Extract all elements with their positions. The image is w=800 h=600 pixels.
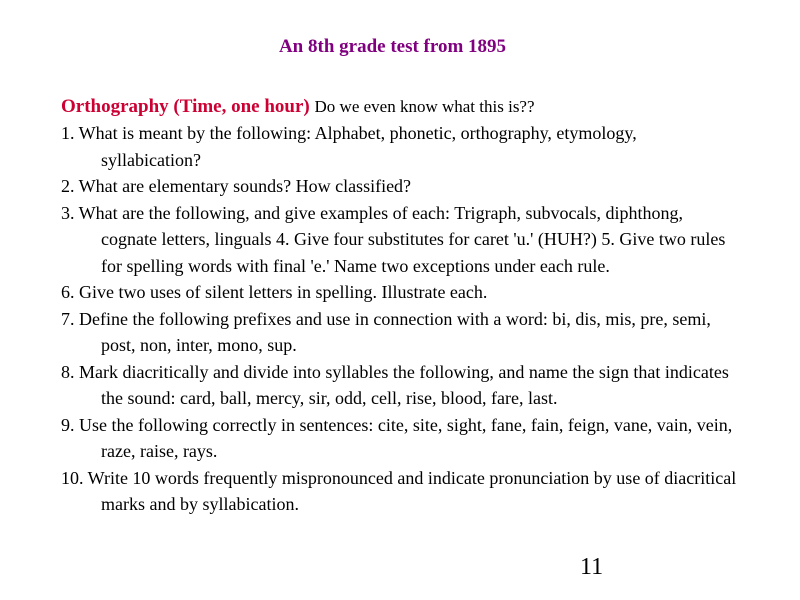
question-item-10: 10. Write 10 words frequently mispronounced and indicate pronunciation by use of diacritical marks and by syllabication. [61, 467, 737, 514]
question-item-3: 3. What are the following, and give examples of each: Trigraph, subvocals, diphthong, cognate letters, linguals 4. Give four substitutes for caret 'u.' (HUH?) 5. Give two rules for spelling words with final 'e.' Name two exceptions under each rule. [61, 202, 726, 276]
heading-note: Do we even know what this is?? [314, 97, 535, 116]
question-list [61, 94, 741, 518]
question-item-9: 9. Use the following correctly in sentences: cite, site, sight, fane, fain, feign, vane, vain, vein, raze, raise, rays. [61, 414, 733, 461]
question-item-2: 2. What are elementary sounds? How classified? [61, 176, 412, 196]
section-heading-line [61, 94, 741, 120]
section-heading: Orthography (Time, one hour) [61, 96, 310, 117]
page-number: 11 [580, 554, 604, 580]
question-item-7: 7. Define the following prefixes and use in connection with a word: bi, dis, mis, pre, semi, post, non, inter, mono, sup. [61, 308, 711, 355]
question-item-6: 6. Give two uses of silent letters in spelling. Illustrate each. [61, 282, 488, 302]
question-item-8: 8. Mark diacritically and divide into syllables the following, and name the sign that indicates the sound: card, ball, mercy, sir, odd, cell, rise, blood, fare, last. [61, 361, 729, 408]
question-item-1: 1. What is meant by the following: Alphabet, phonetic, orthography, etymology, syllabication? [61, 123, 637, 170]
slide-title: An 8th grade test from 1895 [278, 36, 507, 57]
